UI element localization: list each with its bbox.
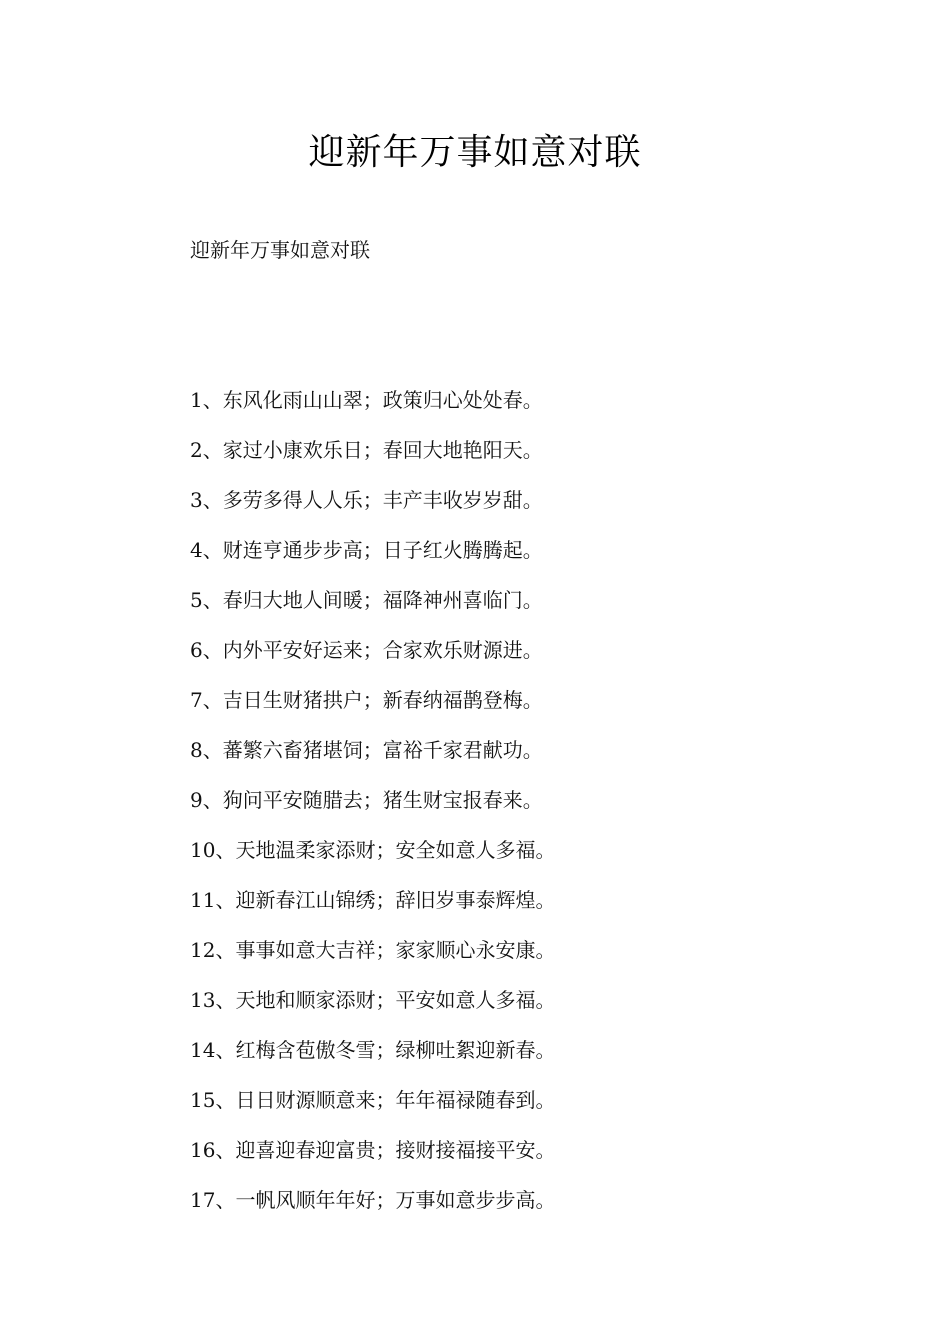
couplet-item: 15、日日财源顺意来；年年福禄随春到。 <box>190 1088 556 1112</box>
couplet-item: 13、天地和顺家添财；平安如意人多福。 <box>190 988 556 1012</box>
document-subtitle: 迎新年万事如意对联 <box>190 238 370 262</box>
couplet-item: 12、事事如意大吉祥；家家顺心永安康。 <box>190 938 556 962</box>
document-title: 迎新年万事如意对联 <box>308 132 642 173</box>
couplet-item: 17、一帆风顺年年好；万事如意步步高。 <box>190 1188 556 1212</box>
couplet-item: 7、吉日生财猪拱户；新春纳福鹊登梅。 <box>190 688 543 712</box>
couplet-item: 11、迎新春江山锦绣；辞旧岁事泰辉煌。 <box>190 888 556 912</box>
couplet-item: 14、红梅含苞傲冬雪；绿柳吐絮迎新春。 <box>190 1038 556 1062</box>
couplet-item: 16、迎喜迎春迎富贵；接财接福接平安。 <box>190 1138 556 1162</box>
couplet-item: 5、春归大地人间暖；福降神州喜临门。 <box>190 588 543 612</box>
couplet-item: 10、天地温柔家添财；安全如意人多福。 <box>190 838 556 862</box>
couplet-item: 6、内外平安好运来；合家欢乐财源进。 <box>190 638 543 662</box>
couplet-item: 1、东风化雨山山翠；政策归心处处春。 <box>190 388 543 412</box>
couplet-list <box>190 386 555 1236</box>
couplet-item: 3、多劳多得人人乐；丰产丰收岁岁甜。 <box>190 488 543 512</box>
couplet-item: 8、蕃繁六畜猪堪饲；富裕千家君献功。 <box>190 738 543 762</box>
couplet-item: 9、狗问平安随腊去；猪生财宝报春来。 <box>190 788 543 812</box>
couplet-item: 2、家过小康欢乐日；春回大地艳阳天。 <box>190 438 543 462</box>
couplet-item: 4、财连亨通步步高；日子红火腾腾起。 <box>190 538 543 562</box>
